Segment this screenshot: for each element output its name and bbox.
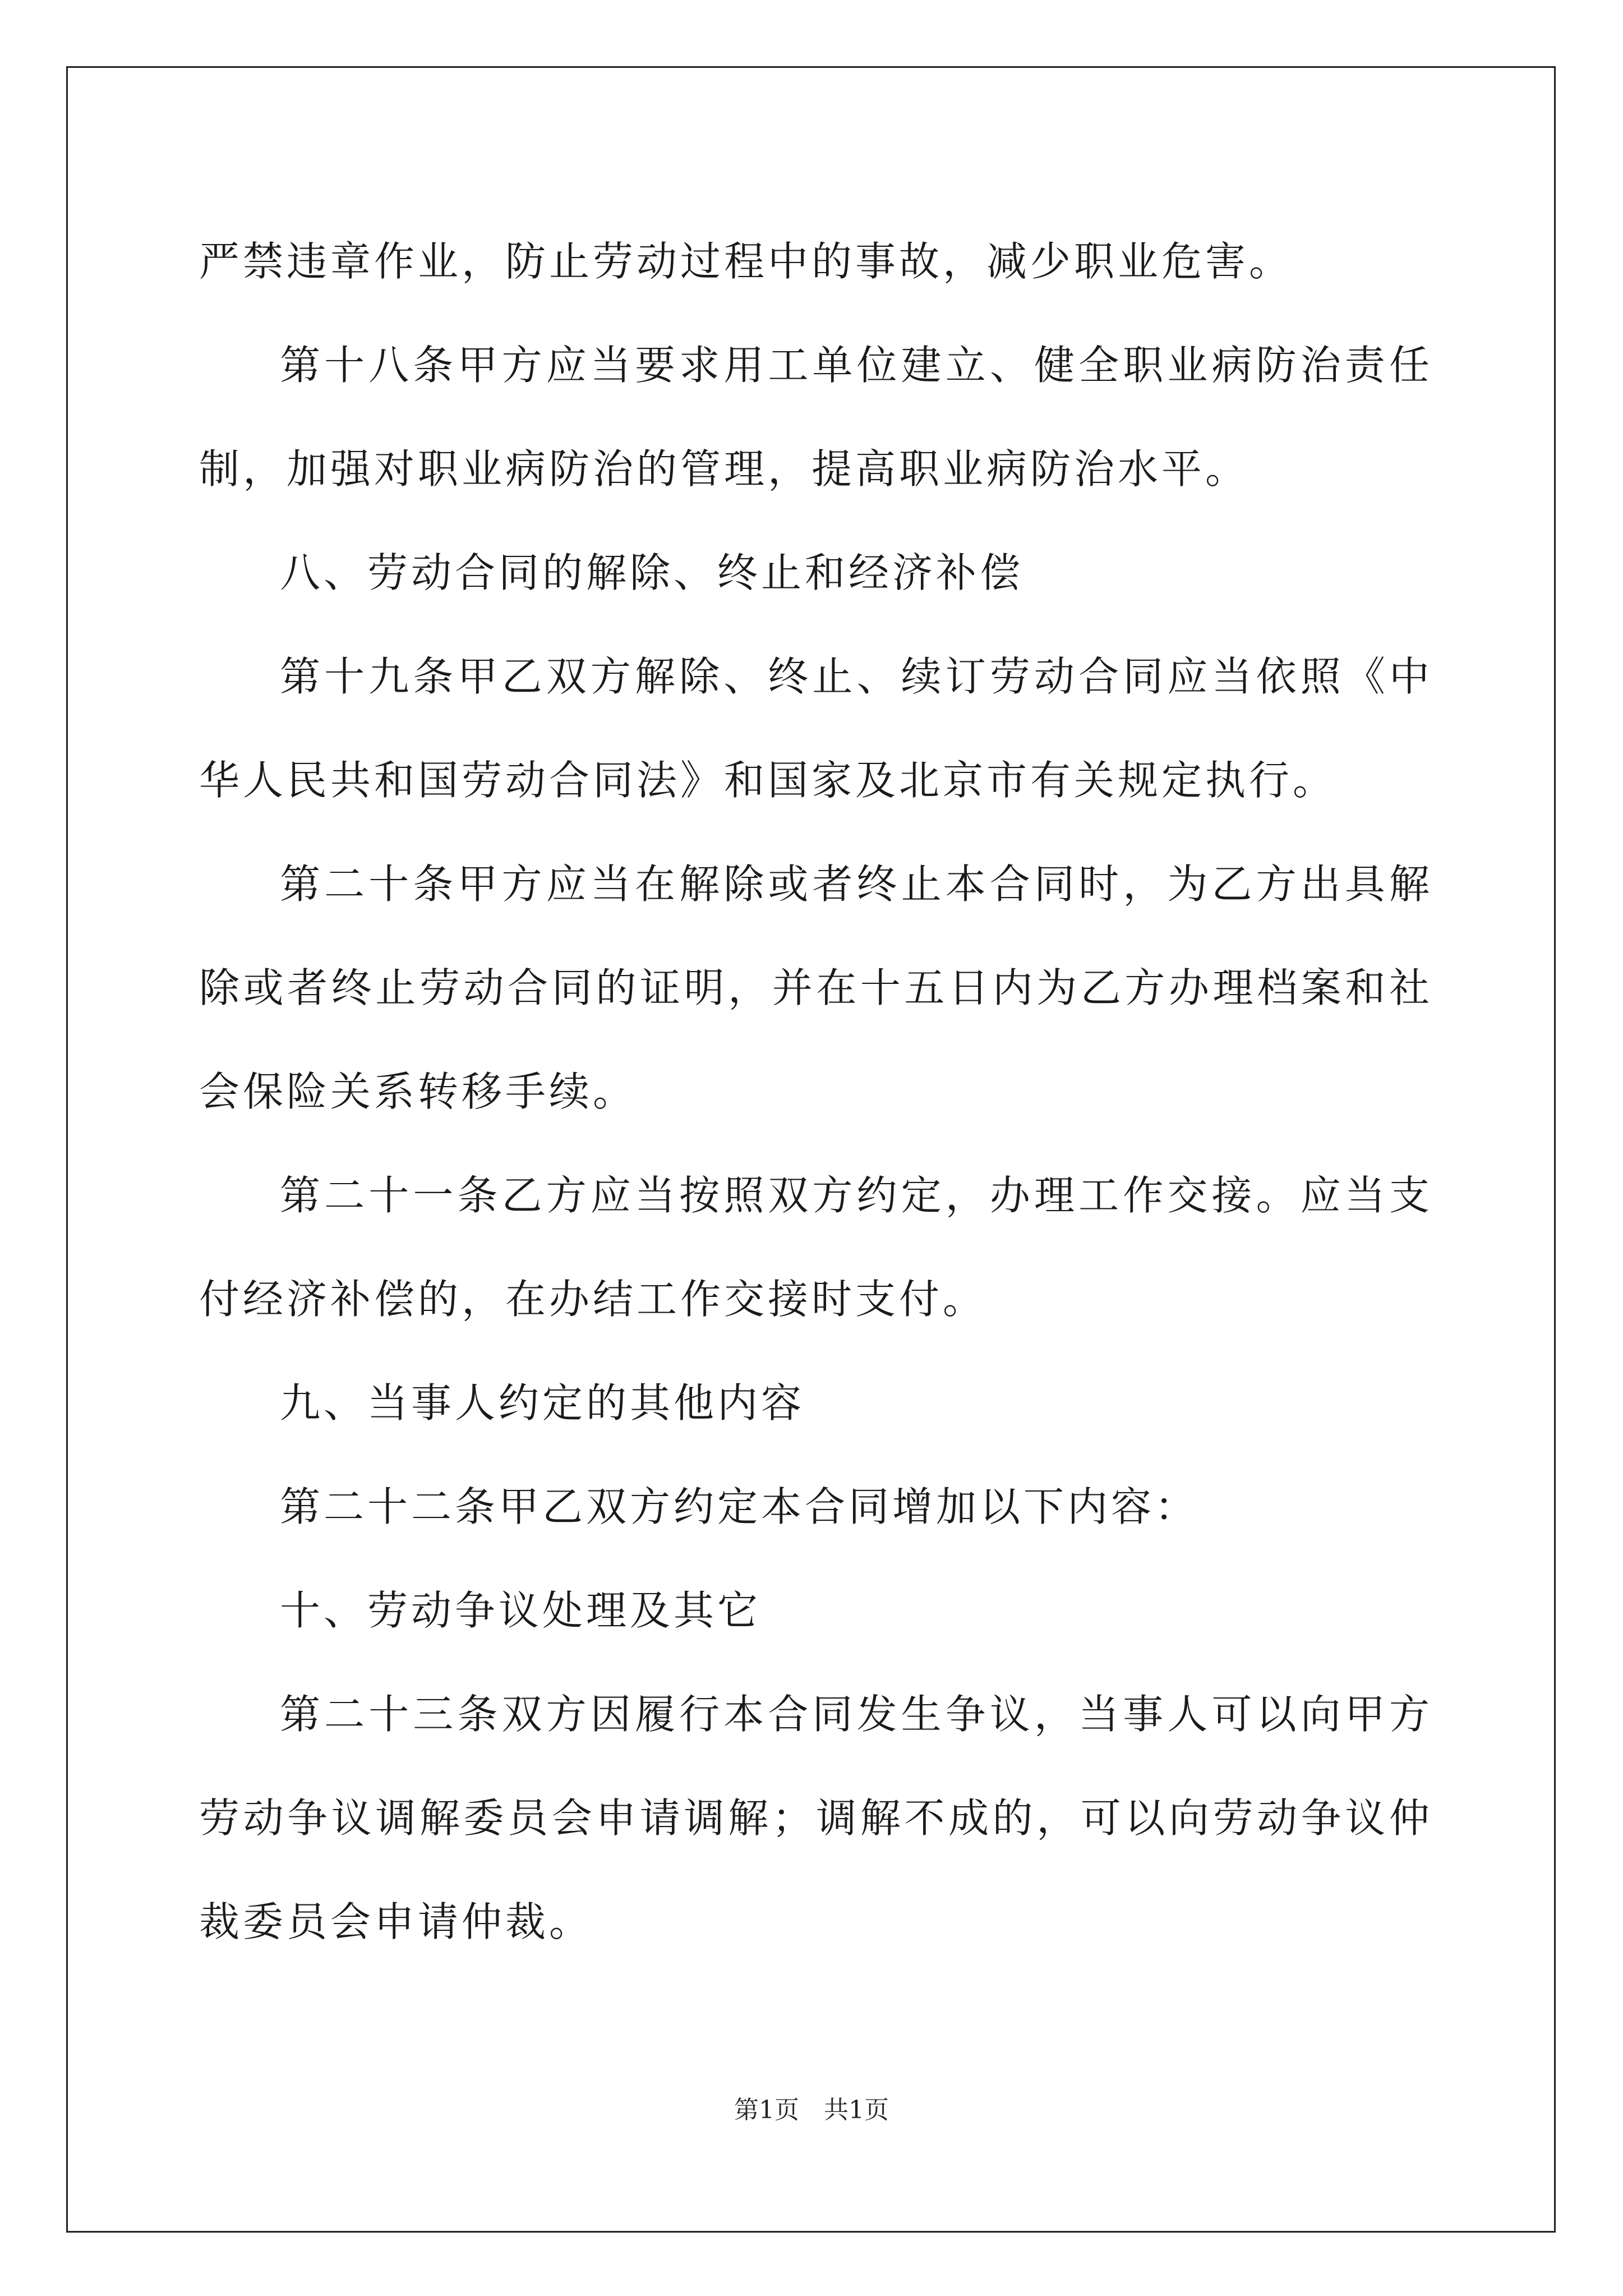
document-body xyxy=(199,210,1433,1974)
section-heading: 九、当事人约定的其他内容 xyxy=(280,1379,805,1427)
paragraph: 第二十一条乙方应当按照双方约定，办理工作交接。应当支付经济补偿的，在办结工作交接时支付。 xyxy=(199,1172,1433,1323)
paragraph: 第十九条甲乙双方解除、终止、续订劳动合同应当依照《中华人民共和国劳动合同法》和国家及北京市有关规定执行。 xyxy=(199,653,1433,804)
paragraph: 第十八条甲方应当要求用工单位建立、健全职业病防治责任制，加强对职业病防治的管理，提高职业病防治水平。 xyxy=(199,342,1433,493)
section-heading: 十、劳动争议处理及其它 xyxy=(280,1587,762,1634)
paragraph: 严禁违章作业，防止劳动过程中的事故，减少职业危害。 xyxy=(199,238,1293,285)
page-number-footer: 第1页 共1页 xyxy=(734,2096,889,2124)
section-heading: 八、劳动合同的解除、终止和经济补偿 xyxy=(280,549,1024,596)
paragraph: 第二十三条双方因履行本合同发生争议，当事人可以向甲方劳动争议调解委员会申请调解；调解不成的，可以向劳动争议仲裁委员会申请仲裁。 xyxy=(199,1691,1433,1945)
paragraph: 第二十条甲方应当在解除或者终止本合同时，为乙方出具解除或者终止劳动合同的证明，并在十五日内为乙方办理档案和社会保险关系转移手续。 xyxy=(199,861,1433,1115)
paragraph: 第二十二条甲乙双方约定本合同增加以下内容： xyxy=(280,1483,1199,1530)
